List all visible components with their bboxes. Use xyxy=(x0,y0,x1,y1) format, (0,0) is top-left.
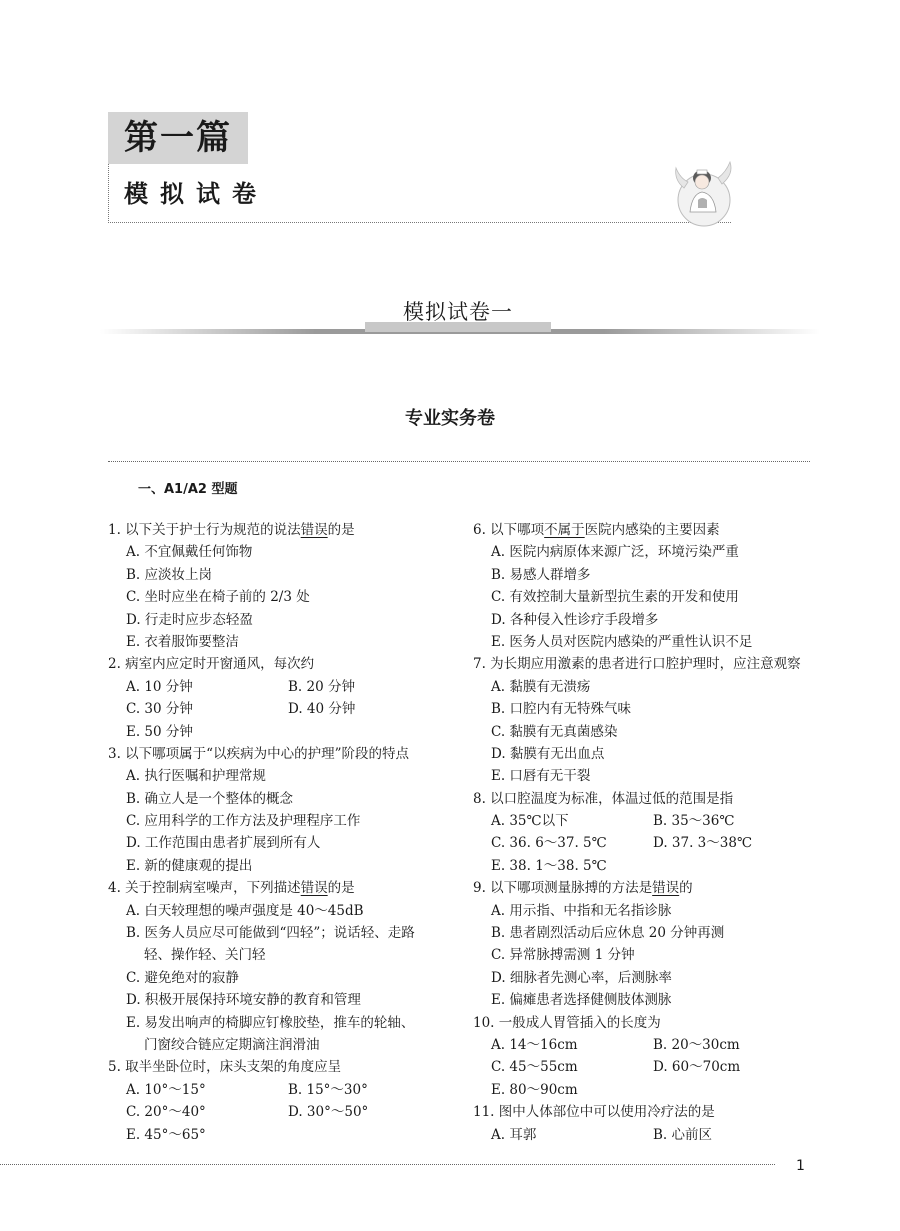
option-pair: C. 45～55cm D. 60～70cm xyxy=(491,1059,741,1076)
option: B. 口腔内有无特殊气味 xyxy=(491,701,632,718)
question-1-stem: 1. 以下关于护士行为规范的说法错误的是 xyxy=(108,522,355,538)
question-9-stem: 9. 以下哪项测量脉搏的方法是错误的 xyxy=(473,880,693,897)
option: E. 医务人员对医院内感染的严重性认识不足 xyxy=(491,633,753,650)
chapter-title: 第一篇 xyxy=(108,112,248,164)
chapter-subtitle: 模拟试卷 xyxy=(124,179,268,208)
option: D. 积极开展保持环境安静的教育和管理 xyxy=(126,992,361,1009)
option: C. 异常脉搏需测 1 分钟 xyxy=(491,947,635,964)
option-pair: C. 20°～40° D. 30°～50° xyxy=(126,1104,369,1121)
option-continued: 轻、操作轻、关门轻 xyxy=(144,947,266,964)
option-pair: C. 36. 6～37. 5℃ D. 37. 3～38℃ xyxy=(491,835,753,852)
option: D. 行走时应步态轻盈 xyxy=(126,611,253,628)
option: B. 易感人群增多 xyxy=(491,566,591,583)
option-pair: A. 10°～15° B. 15°～30° xyxy=(126,1081,368,1098)
option: E. 45°～65° xyxy=(126,1126,206,1143)
option: D. 各种侵入性诊疗手段增多 xyxy=(491,611,659,628)
option: B. 应淡妆上岗 xyxy=(126,566,213,583)
option: D. 细脉者先测心率，后测脉率 xyxy=(491,969,672,986)
section-title: 专业实务卷 xyxy=(405,408,495,429)
option: E. 偏瘫患者选择健侧肢体测脉 xyxy=(491,992,672,1009)
option-pair: A. 14～16cm B. 20～30cm xyxy=(491,1036,740,1053)
nurse-mascot-icon xyxy=(660,154,740,234)
question-11-stem: 11. 图中人体部位中可以使用冷疗法的是 xyxy=(473,1104,715,1121)
option: A. 不宜佩戴任何饰物 xyxy=(126,544,253,561)
option: A. 黏膜有无溃疡 xyxy=(491,678,591,695)
question-5-stem: 5. 取半坐卧位时，床头支架的角度应呈 xyxy=(108,1059,342,1076)
question-6-stem: 6. 以下哪项不属于医院内感染的主要因素 xyxy=(473,522,720,538)
question-7-stem: 7. 为长期应用激素的患者进行口腔护理时，应注意观察 xyxy=(473,656,801,673)
option: A. 用示指、中指和无名指诊脉 xyxy=(491,902,672,919)
option: A. 执行医嘱和护理常规 xyxy=(126,768,266,785)
question-8-stem: 8. 以口腔温度为标准，体温过低的范围是指 xyxy=(473,790,734,807)
question-column-right xyxy=(473,519,818,1146)
option: E. 衣着服饰要整洁 xyxy=(126,633,239,650)
page-number: 1 xyxy=(796,1158,805,1174)
option-continued: 门窗绞合链应定期滴注润滑油 xyxy=(144,1036,320,1053)
emphasis-underline: 错误 xyxy=(300,880,328,897)
emphasis-underline: 错误 xyxy=(652,880,680,897)
option: E. 新的健康观的提出 xyxy=(126,857,253,874)
option-pair: A. 35℃以下 B. 35～36℃ xyxy=(491,813,735,830)
option-pair: C. 30 分钟 D. 40 分钟 xyxy=(126,701,356,718)
question-3-stem: 3. 以下哪项属于“以疾病为中心的护理”阶段的特点 xyxy=(108,745,409,762)
option: B. 患者剧烈活动后应休息 20 分钟再测 xyxy=(491,925,725,942)
option-pair: A. 10 分钟 B. 20 分钟 xyxy=(126,678,355,695)
option-pair: A. 耳郭 B. 心前区 xyxy=(491,1126,713,1143)
footer-divider xyxy=(0,1164,775,1165)
option: A. 白天较理想的噪声强度是 40～45dB xyxy=(126,902,364,919)
exam-title: 模拟试卷一 xyxy=(403,300,513,324)
option: C. 应用科学的工作方法及护理程序工作 xyxy=(126,813,361,830)
option: C. 黏膜有无真菌感染 xyxy=(491,723,618,740)
option: D. 工作范围由患者扩展到所有人 xyxy=(126,835,321,852)
option: C. 坐时应坐在椅子前的 2/3 处 xyxy=(126,589,310,606)
question-column-left xyxy=(108,519,453,1146)
question-4-stem: 4. 关于控制病室噪声，下列描述错误的是 xyxy=(108,880,355,897)
question-2-stem: 2. 病室内应定时开窗通风，每次约 xyxy=(108,656,315,673)
emphasis-underline: 不属于 xyxy=(544,522,585,538)
option: E. 38. 1～38. 5℃ xyxy=(491,857,607,874)
option: C. 有效控制大量新型抗生素的开发和使用 xyxy=(491,589,739,606)
option: E. 50 分钟 xyxy=(126,723,193,740)
emphasis-underline: 错误 xyxy=(300,522,328,538)
question-10-stem: 10. 一般成人胃管插入的长度为 xyxy=(473,1014,661,1031)
option: E. 80～90cm xyxy=(491,1081,578,1098)
option: D. 黏膜有无出血点 xyxy=(491,745,605,762)
part-heading: 一、A1/A2 型题 xyxy=(138,482,238,497)
option: B. 确立人是一个整体的概念 xyxy=(126,790,294,807)
option: C. 避免绝对的寂静 xyxy=(126,969,239,986)
option: E. 易发出响声的椅脚应钉橡胶垫，推车的轮轴、 xyxy=(126,1014,415,1031)
option: B. 医务人员应尽可能做到“四轻”；说话轻、走路 xyxy=(126,925,415,942)
option: E. 口唇有无干裂 xyxy=(491,768,591,785)
option: A. 医院内病原体来源广泛，环境污染严重 xyxy=(491,544,739,561)
section-divider xyxy=(108,461,810,462)
